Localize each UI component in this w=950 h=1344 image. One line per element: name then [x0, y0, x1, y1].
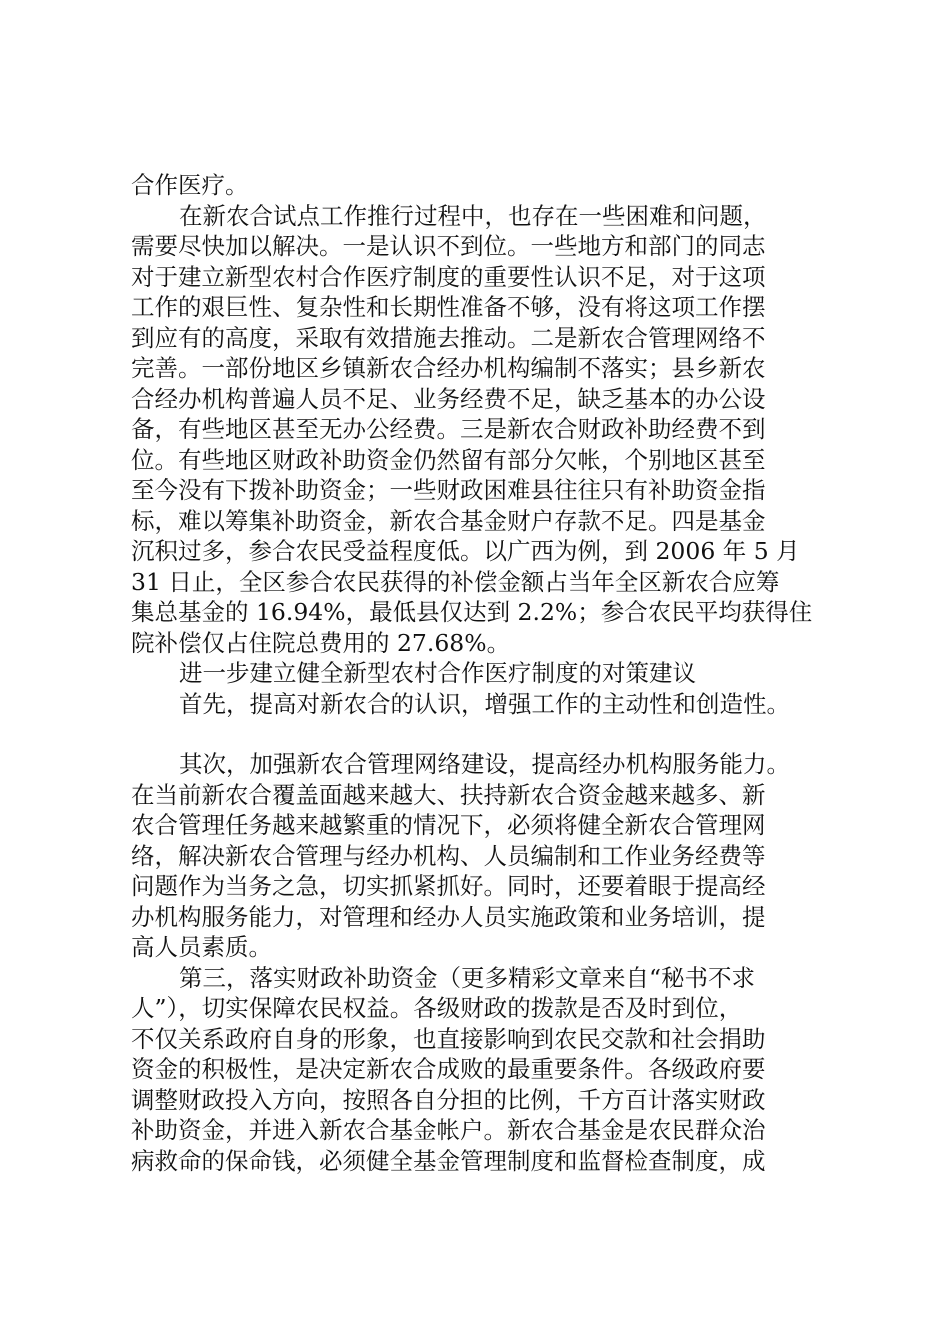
- text-line: 高人员素质。: [131, 933, 272, 961]
- text-line: 农合管理任务越来越繁重的情况下，必须将健全新农合管理网: [131, 811, 766, 839]
- text-line: 问题作为当务之急，切实抓紧抓好。同时，还要着眼于提高经: [131, 872, 766, 900]
- text-line: 第三，落实财政补助资金（更多精彩文章来自“秘书不求: [179, 963, 756, 992]
- text-line: 合经办机构普遍人员不足、业务经费不足，缺乏基本的办公设: [131, 384, 766, 413]
- text-line: 合作医疗。: [131, 171, 249, 199]
- text-line: 资金的积极性，是决定新农合成败的最重要条件。各级政府要: [131, 1055, 766, 1083]
- text-line: 沉积过多，参合农民受益程度低。以广西为例，到 2006 年 5 月: [131, 537, 800, 565]
- text-line: 络，解决新农合管理与经办机构、人员编制和工作业务经费等: [131, 841, 766, 870]
- text-line: 其次，加强新农合管理网络建设，提高经办机构服务能力。: [179, 750, 790, 778]
- text-line: 至今没有下拨补助资金；一些财政困难县往往只有补助资金指: [131, 476, 766, 504]
- text-line: 备，有些地区甚至无办公经费。三是新农合财政补助经费不到: [131, 415, 766, 443]
- text-line: 不仅关系政府自身的形象，也直接影响到农民交款和社会捐助: [131, 1024, 766, 1053]
- text-line: 到应有的高度，采取有效措施去推动。二是新农合管理网络不: [131, 323, 766, 352]
- text-line: 标，难以筹集补助资金，新农合基金财户存款不足。四是基金: [131, 506, 766, 535]
- text-line: 需要尽快加以解决。一是认识不到位。一些地方和部门的同志: [131, 232, 766, 260]
- document-body: [131, 170, 841, 1176]
- text-line: 31 日止，全区参合农民获得的补偿金额占当年全区新农合应筹: [131, 567, 780, 596]
- text-line: 首先，提高对新农合的认识，增强工作的主动性和创造性。: [179, 689, 790, 718]
- document-page: [131, 170, 841, 1176]
- text-line: 完善。一部份地区乡镇新农合经办机构编制不落实；县乡新农: [131, 354, 766, 382]
- text-line: 集总基金的 16.94%，最低县仅达到 2.2%；参合农民平均获得住: [131, 598, 813, 626]
- text-line: 病救命的保命钱，必须健全基金管理制度和监督检查制度，成: [131, 1146, 766, 1175]
- text-line: 调整财政投入方向，按照各自分担的比例，千方百计落实财政: [131, 1085, 766, 1114]
- text-line: [131, 719, 841, 749]
- text-line: 在当前新农合覆盖面越来越大、扶持新农合资金越来越多、新: [131, 780, 766, 809]
- text-line: 进一步建立健全新型农村合作医疗制度的对策建议: [179, 659, 696, 687]
- text-line: 位。有些地区财政补助资金仍然留有部分欠帐，个别地区甚至: [131, 445, 766, 474]
- text-line: 办机构服务能力，对管理和经办人员实施政策和业务培训，提: [131, 902, 766, 931]
- text-line: 工作的艰巨性、复杂性和长期性准备不够，没有将这项工作摆: [131, 293, 766, 321]
- text-line: 院补偿仅占住院总费用的 27.68%。: [131, 628, 511, 657]
- text-line: 在新农合试点工作推行过程中，也存在一些困难和问题，: [179, 201, 767, 230]
- text-line: 补助资金，并进入新农合基金帐户。新农合基金是农民群众治: [131, 1116, 766, 1144]
- text-line: 对于建立新型农村合作医疗制度的重要性认识不足，对于这项: [131, 262, 766, 291]
- text-line: 人”），切实保障农民权益。各级财政的拨款是否及时到位，: [131, 994, 743, 1022]
